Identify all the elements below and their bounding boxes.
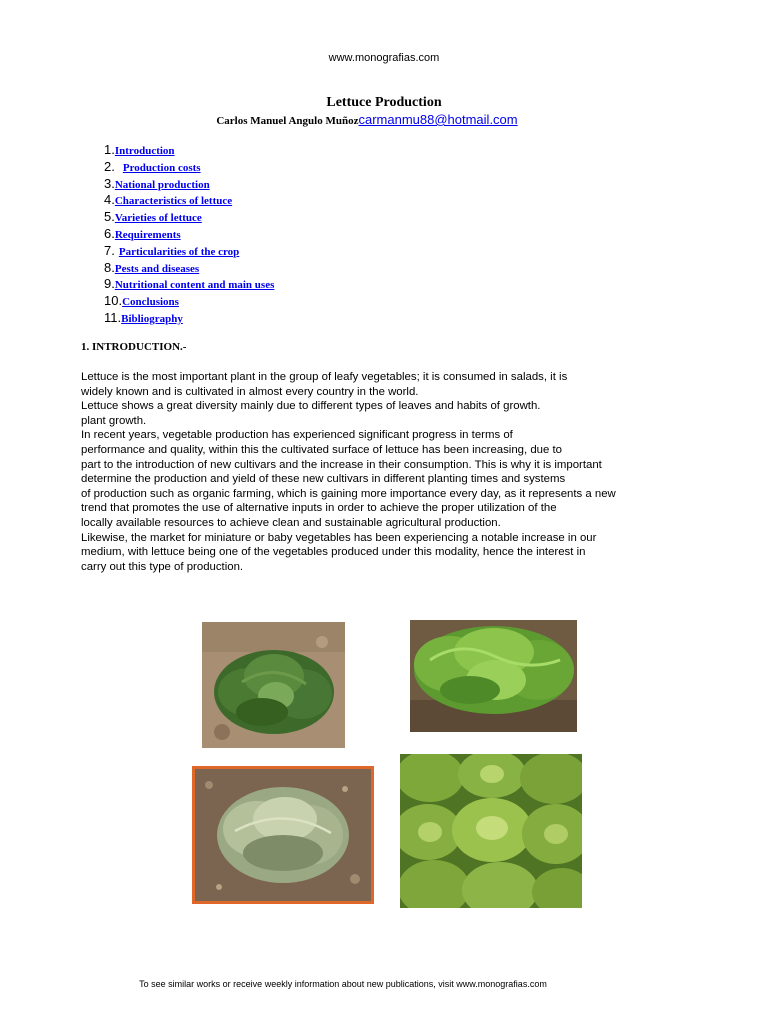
- toc-item-characteristics: [104, 192, 524, 209]
- paragraph-line: Likewise, the market for miniature or baby vegetables has been experiencing a notable increase in our: [81, 531, 597, 544]
- toc-number: 9.: [104, 276, 115, 292]
- site-footer: To see similar works or receive weekly information about new publications, visit www.monografias.com: [139, 979, 547, 989]
- lettuce-photo-collage: [192, 614, 584, 908]
- paragraph-line: determine the production and yield of these new cultivars in different planting times and systems: [81, 473, 566, 486]
- toc-item-pests: [104, 260, 524, 277]
- toc-number: 10.: [104, 293, 123, 309]
- toc-link-nutritional[interactable]: Nutritional content and main uses: [114, 279, 275, 292]
- toc-link-pests[interactable]: Pests and diseases: [114, 262, 200, 275]
- paragraph-line: of production such as organic farming, which is gaining more importance every day, as it represents a new: [81, 487, 616, 500]
- toc-number: 5.: [104, 209, 115, 225]
- table-of-contents: [104, 142, 524, 327]
- paragraph-line: performance and quality, within this the cultivated surface of lettuce has been increasing, due to: [81, 443, 563, 456]
- toc-number: 2.: [104, 158, 115, 174]
- lettuce-photo-3: [192, 766, 374, 904]
- toc-item-introduction: [104, 142, 524, 159]
- paragraph-line: plant growth.: [81, 414, 147, 427]
- toc-number: 6.: [104, 225, 115, 241]
- paragraph-line: trend that promotes the use of alternative inputs in order to achieve the proper utilization of the: [81, 502, 557, 515]
- toc-item-requirements: [104, 226, 524, 243]
- toc-item-bibliography: [104, 310, 524, 327]
- toc-link-national-production[interactable]: National production: [114, 178, 210, 191]
- toc-link-production-costs[interactable]: Production costs: [122, 161, 201, 174]
- paragraph-line: Lettuce is the most important plant in the group of leafy vegetables; it is consumed in salads, it is: [81, 371, 568, 383]
- toc-item-nutritional: [104, 276, 524, 293]
- paragraph-line: part to the introduction of new cultivars and the increase in their consumption. This is why it is important: [81, 458, 602, 471]
- toc-link-varieties[interactable]: Varieties of lettuce: [114, 212, 202, 225]
- paragraph-line: carry out this type of production.: [81, 560, 244, 573]
- toc-link-characteristics[interactable]: Characteristics of lettuce: [114, 195, 233, 208]
- author-email-link[interactable]: carmanmu88@hotmail.com: [358, 112, 518, 127]
- toc-item-conclusions: [104, 293, 524, 310]
- toc-item-particularities: [104, 243, 524, 260]
- toc-link-particularities[interactable]: Particularities of the crop: [118, 245, 240, 258]
- author-name: Carlos Manuel Angulo Muñoz: [216, 115, 359, 127]
- paragraph-line: Lettuce shows a great diversity mainly due to different types of leaves and habits of growth.: [81, 400, 541, 413]
- paragraph-line: medium, with lettuce being one of the vegetables produced under this modality, hence the interest in: [81, 546, 586, 559]
- section-heading: 1. INTRODUCTION.-: [81, 341, 187, 353]
- lettuce-photo-2: [410, 620, 577, 732]
- toc-item-production-costs: [104, 159, 524, 176]
- toc-number: 8.: [104, 259, 115, 275]
- author-line: [0, 112, 768, 127]
- toc-link-requirements[interactable]: Requirements: [114, 228, 181, 241]
- lettuce-photo-1: [202, 622, 345, 748]
- document-title: Lettuce Production: [326, 95, 442, 110]
- toc-number: 1.: [104, 142, 115, 157]
- toc-link-conclusions[interactable]: Conclusions: [122, 296, 179, 309]
- toc-item-national-production: [104, 176, 524, 193]
- toc-number: 11.: [104, 309, 122, 325]
- toc-link-bibliography[interactable]: Bibliography: [121, 312, 183, 325]
- toc-item-varieties: [104, 209, 524, 226]
- intro-paragraph: [81, 370, 641, 574]
- site-header: www.monografias.com: [328, 52, 440, 64]
- lettuce-photo-4: [400, 754, 582, 908]
- toc-number: 4.: [104, 192, 115, 208]
- toc-number: 3.: [104, 175, 115, 191]
- paragraph-line: In recent years, vegetable production has experienced significant progress in terms of: [81, 429, 513, 442]
- toc-number: 7.: [104, 242, 115, 258]
- toc-link-introduction[interactable]: Introduction: [114, 145, 175, 157]
- paragraph-line: widely known and is cultivated in almost every country in the world.: [81, 385, 419, 398]
- paragraph-line: locally available resources to achieve clean and sustainable agricultural production.: [81, 516, 501, 529]
